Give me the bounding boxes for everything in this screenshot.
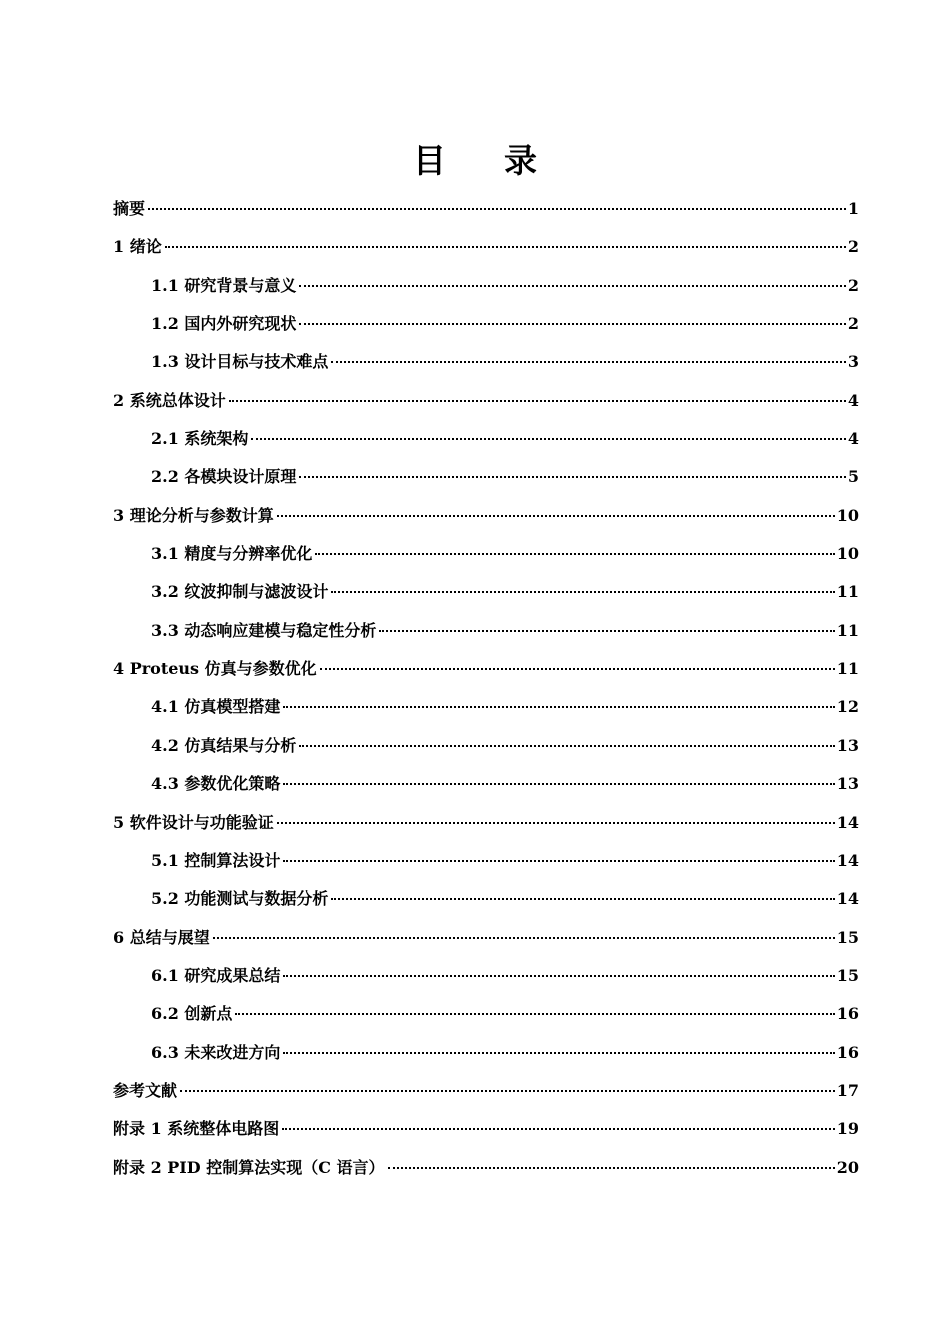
toc-entry[interactable] xyxy=(113,497,859,535)
toc-dot-leader xyxy=(283,782,834,785)
toc-entry-page: 19 xyxy=(836,1119,859,1139)
toc-entry-page: 16 xyxy=(836,1004,859,1024)
toc-entry-page: 14 xyxy=(836,812,859,832)
toc-entry-label: 摘要 xyxy=(113,199,146,218)
toc-entry[interactable] xyxy=(113,765,859,803)
toc-dot-leader xyxy=(148,207,846,210)
toc-dot-leader xyxy=(213,936,835,939)
toc-entry[interactable] xyxy=(113,535,859,573)
toc-entry-label: 附录 1 系统整体电路图 xyxy=(113,1119,280,1139)
toc-entry[interactable] xyxy=(113,267,859,305)
toc-entry-label: 2.1 系统架构 xyxy=(151,429,249,449)
toc-entry-label: 3.2 纹波抑制与滤波设计 xyxy=(151,582,329,602)
toc-dot-leader xyxy=(235,1012,834,1015)
toc-dot-leader xyxy=(331,897,834,900)
toc-entry-page: 13 xyxy=(836,774,859,794)
toc-dot-leader xyxy=(277,514,835,517)
toc-entry-page: 10 xyxy=(836,505,859,525)
toc-entry-label: 6.1 研究成果总结 xyxy=(151,965,281,985)
toc-entry[interactable] xyxy=(113,804,859,842)
toc-dot-leader xyxy=(299,322,845,325)
toc-entry-label: 1 绪论 xyxy=(113,237,162,257)
toc-entry-label: 3 理论分析与参数计算 xyxy=(113,505,274,525)
toc-entry-page: 3 xyxy=(847,352,859,372)
toc-entry-page: 4 xyxy=(847,429,859,449)
toc-dot-leader xyxy=(251,437,845,440)
toc-entry[interactable] xyxy=(113,305,859,343)
toc-entry-page: 17 xyxy=(836,1080,859,1100)
toc-entry-page: 13 xyxy=(836,735,859,755)
toc-dot-leader xyxy=(388,1166,835,1169)
toc-entry-label: 附录 2 PID 控制算法实现（C 语言） xyxy=(113,1157,385,1177)
toc-entry[interactable] xyxy=(113,343,859,381)
toc-entry-label: 3.3 动态响应建模与稳定性分析 xyxy=(151,620,377,640)
toc-entry-label: 6.2 创新点 xyxy=(151,1004,233,1024)
toc-entry[interactable] xyxy=(113,919,859,957)
toc-entry[interactable] xyxy=(113,1034,859,1072)
toc-entry-page: 1 xyxy=(847,199,859,218)
toc-entry[interactable] xyxy=(113,957,859,995)
toc-entry[interactable] xyxy=(113,995,859,1033)
toc-entry[interactable] xyxy=(113,1110,859,1148)
toc-dot-leader xyxy=(282,1127,834,1130)
toc-entry[interactable] xyxy=(113,458,859,496)
toc-dot-leader xyxy=(180,1089,835,1092)
toc-entry-page: 12 xyxy=(836,697,859,717)
toc-entry-page: 20 xyxy=(836,1157,859,1177)
toc-entry[interactable] xyxy=(113,382,859,420)
toc-entry-label: 5.1 控制算法设计 xyxy=(151,850,281,870)
toc-entry[interactable] xyxy=(113,573,859,611)
toc-entry-label: 1.3 设计目标与技术难点 xyxy=(151,352,329,372)
toc-entry[interactable] xyxy=(113,688,859,726)
toc-dot-leader xyxy=(320,667,835,670)
toc-dot-leader xyxy=(283,974,834,977)
toc-entry[interactable] xyxy=(113,727,859,765)
toc-entry-label: 参考文献 xyxy=(113,1080,178,1100)
toc-entry-page: 15 xyxy=(836,965,859,985)
toc-entry-label: 6 总结与展望 xyxy=(113,927,210,947)
toc-dot-leader xyxy=(299,475,845,478)
toc-list xyxy=(113,190,859,1187)
toc-dot-leader xyxy=(165,245,846,248)
toc-entry-page: 11 xyxy=(836,582,859,602)
toc-entry-page: 2 xyxy=(847,314,859,334)
toc-dot-leader xyxy=(277,821,835,824)
toc-entry-page: 11 xyxy=(836,659,859,679)
toc-entry-label: 1.2 国内外研究现状 xyxy=(151,314,297,334)
toc-entry-label: 1.1 研究背景与意义 xyxy=(151,275,297,295)
toc-entry[interactable] xyxy=(113,612,859,650)
toc-entry-label: 5 软件设计与功能验证 xyxy=(113,812,274,832)
toc-entry-page: 15 xyxy=(836,927,859,947)
toc-entry-label: 4.2 仿真结果与分析 xyxy=(151,735,297,755)
toc-dot-leader xyxy=(283,1051,834,1054)
toc-dot-leader xyxy=(229,399,846,402)
toc-entry-label: 2.2 各模块设计原理 xyxy=(151,467,297,487)
toc-entry[interactable] xyxy=(113,420,859,458)
toc-entry-page: 4 xyxy=(847,390,859,410)
toc-entry[interactable] xyxy=(113,880,859,918)
toc-entry-page: 14 xyxy=(836,850,859,870)
toc-entry-label: 3.1 精度与分辨率优化 xyxy=(151,544,313,564)
toc-entry[interactable] xyxy=(113,1149,859,1187)
toc-dot-leader xyxy=(299,284,845,287)
toc-dot-leader xyxy=(315,552,834,555)
toc-entry-label: 2 系统总体设计 xyxy=(113,390,226,410)
toc-entry-label: 4.3 参数优化策略 xyxy=(151,774,281,794)
toc-entry-page: 14 xyxy=(836,889,859,909)
toc-entry-page: 16 xyxy=(836,1042,859,1062)
toc-entry-label: 4.1 仿真模型搭建 xyxy=(151,697,281,717)
toc-dot-leader xyxy=(331,360,845,363)
toc-entry-page: 2 xyxy=(847,237,859,257)
toc-entry[interactable] xyxy=(113,190,859,228)
toc-entry-page: 2 xyxy=(847,275,859,295)
toc-entry-label: 6.3 未来改进方向 xyxy=(151,1042,281,1062)
toc-dot-leader xyxy=(299,744,834,747)
toc-dot-leader xyxy=(283,705,834,708)
toc-title: 目录 xyxy=(413,141,595,180)
toc-dot-leader xyxy=(331,590,834,593)
toc-entry-page: 5 xyxy=(847,467,859,487)
toc-entry-page: 11 xyxy=(836,620,859,640)
toc-entry-page: 10 xyxy=(836,544,859,564)
toc-dot-leader xyxy=(379,629,834,632)
toc-entry[interactable] xyxy=(113,650,859,688)
toc-entry-label: 4 Proteus 仿真与参数优化 xyxy=(113,659,317,679)
toc-dot-leader xyxy=(283,859,834,862)
toc-entry[interactable] xyxy=(113,228,859,266)
toc-entry[interactable] xyxy=(113,1072,859,1110)
toc-entry[interactable] xyxy=(113,842,859,880)
toc-entry-label: 5.2 功能测试与数据分析 xyxy=(151,889,329,909)
